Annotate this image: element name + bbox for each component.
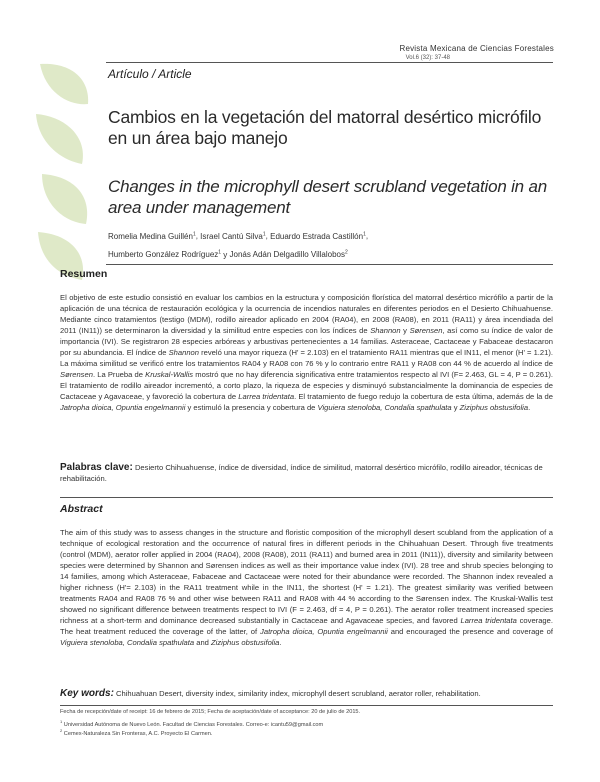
author-name: Eduardo Estrada Castillón$^1$	[270, 231, 366, 241]
title-english: Changes in the microphyll desert scrubland vegetation in an area under management	[108, 177, 547, 217]
abstract-heading: Abstract	[60, 503, 103, 515]
footnote-1: $^1$ Universidad Autónoma de Nuevo León. Facultad de Ciencias Forestales. Correo-e: icantu59@gmail.com	[60, 719, 324, 728]
abstract-paragraph: The aim of this study was to assess changes in the structure and floristic composition of the microphyll desert scubland from the application of a technique of ecological restoration and the occurrence of natural fires in different periods in the Chihuahuan Desert. Through five treatments (control (MDM), aerator roller applied in 2004 (RA04), 2008 (RA08), 2011 (RA11) and burned area in 2011 (IN11)), diversity and similarity between species were determined by Shannon and Sørensen indices as well as their importance value index (IVI). 28 tree and shrub species belonging to 14 families, among which Asteraceae, Fabaceae and Cactaceae were noted for their abundance were recorded. The Shannon index revealed a higher richness (H'= 2.103) in the RA11 treatment while in the IN11, the shortest (H' = 1.21). The greatest similarity was verified between treatments RA04 and RA08 76 % and other wise between RA11 and RA08 with 44 % according to the Sørensen index. The Kruskal-Wallis test showed no significant difference between treatments respect to IVI (F = 2.463, df = 4, P = 0.261). The aerator roller treatment increased species richness at a short-term and dominance decreased substantially in Cactaceae and Agavaceae species, and favored Larrea tridentata coverage. The heat treatment reduced the coverage of the latter, of Jatropha dioica, Opuntia engelmannii and encouraged the presence and coverage of Viguiera stenoloba, Condalia spathulata and Ziziphus obstusifolia.	[60, 528, 553, 648]
title-spanish: Cambios en la vegetación del matorral desértico micrófilo en un área bajo manejo	[108, 107, 542, 148]
journal-volume: Vol.6 (32): 37-48	[405, 55, 450, 61]
journal-name: Revista Mexicana de Ciencias Forestales	[399, 44, 554, 53]
leaf-shape	[42, 174, 87, 224]
author-rule	[106, 264, 553, 265]
author-name: Romelia Medina Guillén$^1$	[108, 231, 196, 241]
author-list	[108, 226, 558, 263]
header-rule	[106, 62, 553, 63]
leaf-shape	[40, 64, 88, 104]
section-label: Artículo / Article	[108, 67, 192, 81]
abstract-rule	[60, 497, 553, 498]
author-line-2: Humberto González Rodríguez$^1$ y Jonás Adán Delgadillo Villalobos$^2$	[108, 249, 348, 260]
author-name: Israel Cantú Silva$^1$	[200, 231, 266, 241]
resumen-paragraph: El objetivo de este estudio consistió en evaluar los cambios en la estructura y composición florística del matorral desértico micrófilo a partir de la aplicación de una técnica de restauración ecológica y la ocurrencia de incendios naturales en diferentes periodos en el Desierto Chihuahuense. Mediante cinco tratamientos (testigo (MDM), rodillo aireador aplicado en 2004 (RA04), en 2008 (RA08), en 2011 (RA11) y área incendiada del 2011 (IN11)) se determinaron la diversidad y la similitud entre especies con los índices de Shannon y Sørensen, así como su índice de valor de importancia (IVI). Se registraron 28 especies arbóreas y arbustivas pertenecientes a 14 familias. Asteraceae, Cactaceae y Fabaceae destacaron por su abundancia. El índice de Shannon reveló una mayor riqueza (H' = 2.103) en el tratamiento RA11 mientras que el IN11, el menor (H' = 1.21). La máxima similitud se verificó entre los tratamientos RA04 y RA08 con 76 % y lo contrario entre RA11 y RA08 con 44 % de acuerdo al índice de Sørensen. La Prueba de Kruskal-Wallis mostró que no hay diferencia significativa entre tratamientos respecto al IVI (F= 2.463, GL = 4, P = 0.261). El tratamiento de rodillo aireador incrementó, a corto plazo, la riqueza de especies y disminuyó substancialmente la dominancia de especies de Cactaceae y Agavaceae, y favoreció la cobertura de Larrea tridentata. El tratamiento de fuego redujo la cobertura de esta última, además de la de Jatropha dioica, Opuntia engelmannii y estimuló la presencia y cobertura de Viguiera stenoloba, Condalia spathulata y Ziziphus obstusifolia.	[60, 293, 554, 413]
author-name: Jonás Adán Delgadillo Villalobos$^2$	[229, 249, 348, 260]
author-name: Humberto González Rodríguez$^1$	[108, 249, 222, 260]
palabras-clave: Palabras clave: Desierto Chihuahuense, índice de diversidad, índice de similitud, matorral desértico micrófilo, rodillo aireador, técnicas de rehabilitación.	[60, 462, 543, 483]
footnote-dates: Fecha de recepción/date of receipt: 16 de febrero de 2015; Fecha de aceptación/date of acceptance: 20 de julio de 2015.	[60, 709, 361, 715]
decorative-leaves-graphic	[30, 56, 96, 286]
author-line-1: Romelia Medina Guillén$^1$, Israel Cantú Silva$^1$, Eduardo Estrada Castillón$^1$,	[108, 231, 369, 241]
leaf-shape	[36, 114, 83, 164]
resumen-heading: Resumen	[60, 268, 108, 280]
key-words: Key words: Chihuahuan Desert, diversity index, similarity index, microphyll desert scrubland, aerator roller, rehabilitation.	[60, 688, 481, 699]
footnote-2: $^2$ Cemex-Naturaleza Sin Fronteras, A.C. Proyecto El Carmen.	[60, 728, 213, 737]
footnote-rule	[60, 705, 553, 706]
